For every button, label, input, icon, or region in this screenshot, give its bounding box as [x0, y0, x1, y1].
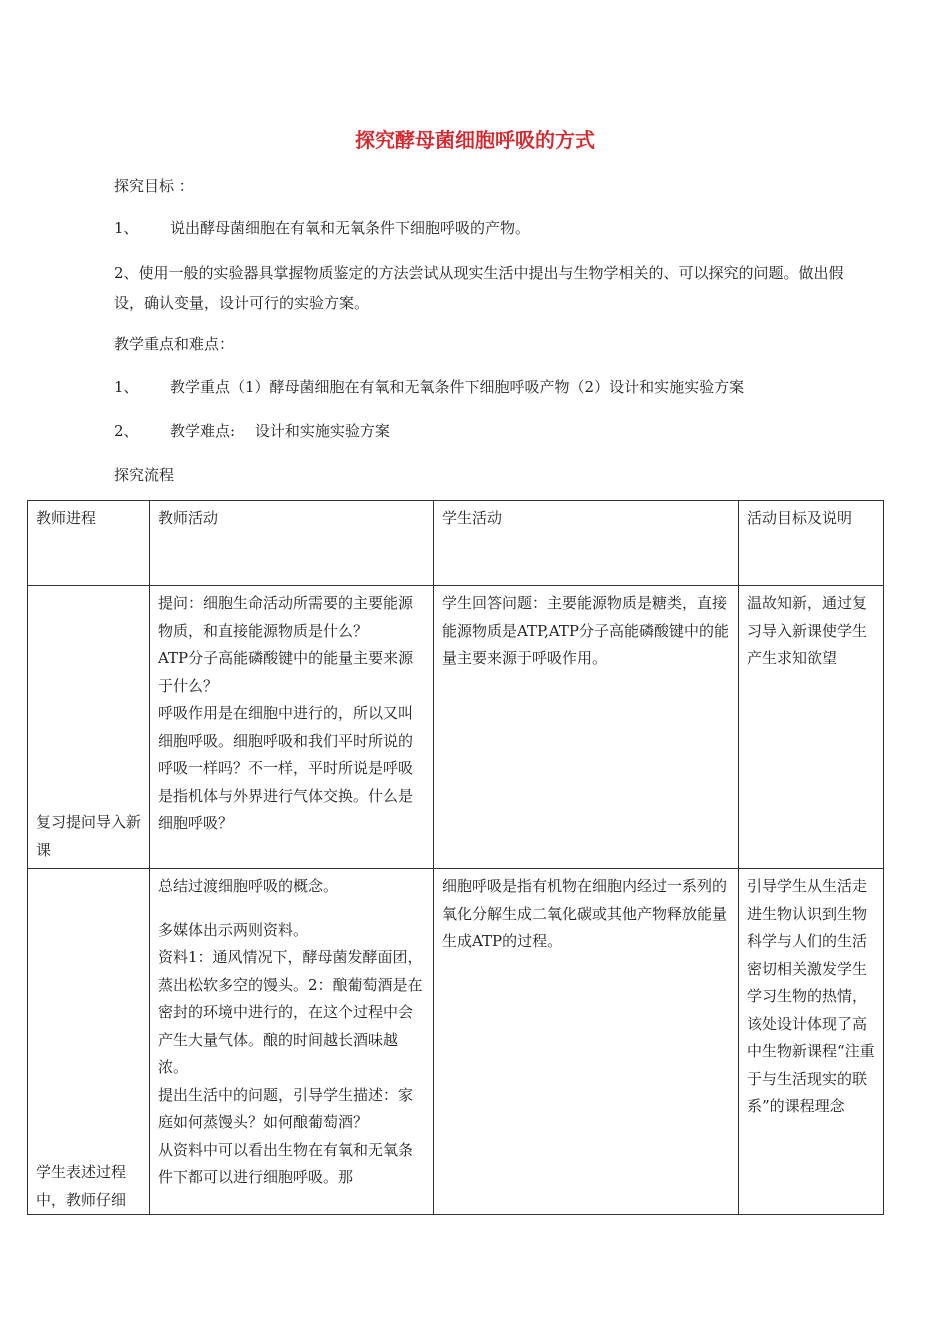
table-row: [28, 586, 884, 869]
key-point-item-2: [114, 416, 390, 446]
row2-teacher-line: 提出生活中的问题，引导学生描述：家庭如何蒸馒头？如何酿葡萄酒？: [158, 1085, 414, 1131]
objective-item-2: 2、使用一般的实验器具掌握物质鉴定的方法尝试从现实生活中提出与生物学相关的、可以探究的问题。做出假设，确认变量，设计可行的实验方案。: [114, 264, 844, 312]
key-point-item-1-text: 教学重点（1）酵母菌细胞在有氧和无氧条件下细胞呼吸产物（2）设计和实施实验方案: [170, 378, 745, 396]
row2-activity-goal: 引导学生从生活走进生物认识到生物科学与人们的生活密切相关激发学生学习生物的热情，该处设计体现了高中生物新课程“注重于与生活现实的联系”的课程理念: [739, 869, 884, 1215]
objective-item-1-text: 说出酵母菌细胞在有氧和无氧条件下细胞呼吸的产物。: [170, 219, 531, 237]
row1-activity-goal: 温故知新，通过复习导入新课使学生产生求知欲望: [739, 586, 884, 869]
header-teacher-activity: 教师活动: [150, 501, 434, 586]
key-point-item-1: [114, 372, 744, 402]
row1-teacher-activity: [150, 586, 434, 869]
row1-student-activity: 学生回答问题：主要能源物质是糖类，直接能源物质是ATP,ATP分子高能磷酸键中的能量主要来源于呼吸作用。: [434, 586, 739, 869]
process-table: [27, 500, 884, 1215]
key-point-item-2-text: 教学难点: 设计和实施实验方案: [170, 422, 390, 440]
process-heading: 探究流程: [114, 466, 175, 484]
key-point-item-1-number: 1、: [114, 378, 139, 396]
objective-item-1: [114, 213, 530, 243]
header-activity-goal: 活动目标及说明: [739, 501, 884, 586]
table-row: [28, 869, 884, 1215]
table-header-row: [28, 501, 884, 586]
key-point-item-2-number: 2、: [114, 422, 139, 440]
row2-teacher-activity: [150, 869, 434, 1215]
header-teacher-stage: 教师进程: [28, 501, 150, 586]
row1-teacher-line: 提问：细胞生命活动所需要的主要能源物质，和直接能源物质是什么？: [158, 594, 414, 640]
row2-teacher-line: 资料1：通风情况下，酵母菌发酵面团，蒸出松软多空的馒头。2：酿葡萄酒是在密封的环境中进行的，在这个过程中会产生大量气体。酿的时间越长酒味越浓。: [158, 948, 423, 1076]
document-title: 探究酵母菌细胞呼吸的方式: [355, 128, 595, 152]
objective-item-1-number: 1、: [114, 219, 139, 237]
row2-student-activity: 细胞呼吸是指有机物在细胞内经过一系列的氧化分解生成二氧化碳或其他产物释放能量生成ATP的过程。: [434, 869, 739, 1215]
row1-teacher-line: 呼吸作用是在细胞中进行的，所以又叫细胞呼吸。细胞呼吸和我们平时所说的呼吸一样吗？不一样，平时所说是呼吸是指机体与外界进行气体交换。什么是细胞呼吸？: [158, 704, 414, 832]
row2-teacher-line: 从资料中可以看出生物在有氧和无氧条件下都可以进行细胞呼吸。那: [158, 1140, 414, 1186]
header-student-activity: 学生活动: [434, 501, 739, 586]
row2-teacher-line: 多媒体出示两则资料。: [158, 920, 309, 939]
row2-teacher-line: 总结过渡细胞呼吸的概念。: [158, 877, 339, 895]
row1-stage: 复习提问导入新课: [28, 586, 150, 869]
key-points-heading: 教学重点和难点：: [114, 335, 235, 353]
row1-teacher-line: ATP分子高能磷酸键中的能量主要来源于什么？: [158, 649, 414, 695]
objectives-heading: 探究目标 ：: [114, 177, 194, 195]
row2-stage: 学生表述过程中，教师仔细: [28, 869, 150, 1215]
